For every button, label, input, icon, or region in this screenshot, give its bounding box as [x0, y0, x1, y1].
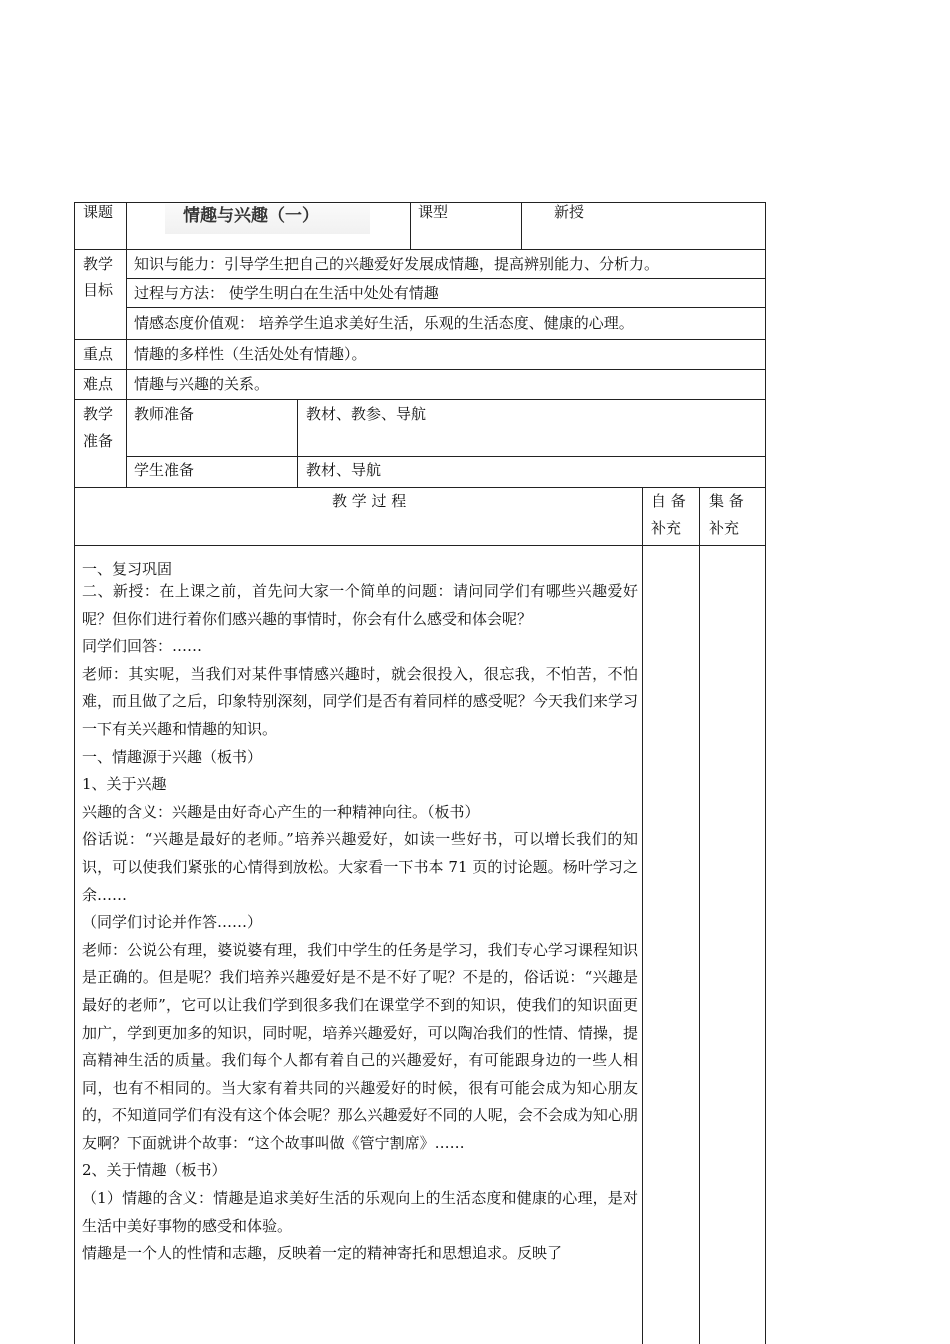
row-divider	[126, 456, 766, 457]
goals-label-line2: 目标	[83, 281, 114, 299]
self-prep-header-line1: 自 备	[651, 492, 686, 510]
process-title: 教 学 过 程	[332, 492, 407, 510]
row-divider	[126, 307, 766, 308]
paragraph: （同学们讨论并作答……）	[82, 913, 263, 932]
difficulty-text: 情趣与兴趣的关系。	[134, 375, 270, 393]
prep-label-line1: 教学	[83, 405, 114, 423]
goal-process: 过程与方法： 使学生明白在生活中处处有情趣	[134, 284, 439, 302]
column-divider	[642, 487, 643, 1344]
column-divider	[410, 202, 411, 249]
group-prep-header-line1: 集 备	[709, 492, 744, 510]
teacher-prep-value: 教材、教参、导航	[306, 405, 427, 423]
paragraph: 同学们回答：……	[82, 637, 203, 656]
paragraph: 二、新授：在上课之前，首先问大家一个简单的问题：请问同学们有哪些兴趣爱好呢？但你们进行着你们感兴趣的事情时，你会有什么感受和体会呢？	[82, 582, 638, 628]
goal-knowledge: 知识与能力：引导学生把自己的兴趣爱好发展成情趣，提高辨别能力、分析力。	[134, 255, 660, 273]
topic-label: 课题	[83, 203, 114, 221]
type-label: 课型	[418, 203, 449, 221]
row-divider	[74, 545, 766, 546]
table-border-left	[74, 202, 75, 1344]
student-prep-label: 学生准备	[134, 461, 195, 479]
column-divider	[521, 202, 522, 249]
lesson-title: 情趣与兴趣（一）	[183, 206, 319, 226]
paragraph: 俗话说：“兴趣是最好的老师。”培养兴趣爱好，如读一些好书，可以增长我们的知识，可以使我们紧张的心情得到放松。大家看一下书本 71 页的讨论题。杨叶学习之余……	[82, 830, 638, 904]
column-divider	[297, 399, 298, 487]
row-divider	[74, 399, 766, 400]
paragraph: 情趣是一个人的性情和志趣，反映着一定的精神寄托和思想追求。反映了	[82, 1244, 563, 1263]
paragraph: 一、复习巩固	[82, 560, 173, 578]
student-prep-value: 教材、导航	[306, 461, 382, 479]
paragraph: 1、关于兴趣	[82, 775, 167, 794]
paragraph: 一、情趣源于兴趣（板书）	[82, 747, 263, 766]
row-divider	[74, 369, 766, 370]
paragraph: （1）情趣的含义：情趣是追求美好生活的乐观向上的生活态度和健康的心理，是对生活中美好事物的感受和体验。	[82, 1189, 638, 1235]
paragraph: 老师：其实呢，当我们对某件事情感兴趣时，就会很投入，很忘我，不怕苦，不怕难，而且做了之后，印象特别深刻，同学们是否有着同样的感受呢？今天我们来学习一下有关兴趣和情趣的知识。	[82, 664, 638, 738]
key-point-label: 重点	[83, 345, 114, 363]
self-prep-header-line2: 补充	[651, 519, 682, 537]
goals-label-line1: 教学	[83, 255, 114, 273]
paragraph: 老师：公说公有理，婆说婆有理，我们中学生的任务是学习，我们专心学习课程知识是正确的。但是呢？我们培养兴趣爱好是不是不好了呢？不是的，俗话说：“兴趣是最好的老师”，它可以让我们学到很多我们在课堂学不到的知识，使我们的知识面更加广，学到更加多的知识，同时呢，培养兴趣爱好，可以陶冶我们的性情、情操，提高精神生活的质量。我们每个人都有着自己的兴趣爱好，有可能跟身边的一些人相同，也有不相同的。当大家有着共同的兴趣爱好的时候，很有可能会成为知心朋友的，不知道同学们有没有这个体会呢？那么兴趣爱好不同的人呢，会不会成为知心朋友啊？下面就讲个故事：“这个故事叫做《管宁割席》……	[82, 940, 638, 1152]
prep-label-line2: 准备	[83, 432, 114, 450]
difficulty-label: 难点	[83, 375, 114, 393]
group-prep-header-line2: 补充	[709, 519, 740, 537]
row-divider	[74, 339, 766, 340]
lesson-process-body	[82, 560, 638, 1268]
paragraph: 兴趣的含义：兴趣是由好奇心产生的一种精神向往。（板书）	[82, 802, 480, 821]
goal-emotion: 情感态度价值观： 培养学生追求美好生活，乐观的生活态度、健康的心理。	[134, 314, 634, 332]
teacher-prep-label: 教师准备	[134, 405, 195, 423]
table-border-right	[765, 202, 766, 1344]
column-divider	[699, 487, 700, 1344]
key-point-text: 情趣的多样性（生活处处有情趣）。	[134, 345, 367, 363]
type-value: 新授	[554, 203, 585, 221]
column-divider	[126, 202, 127, 487]
paragraph: 2、关于情趣（板书）	[82, 1161, 227, 1180]
